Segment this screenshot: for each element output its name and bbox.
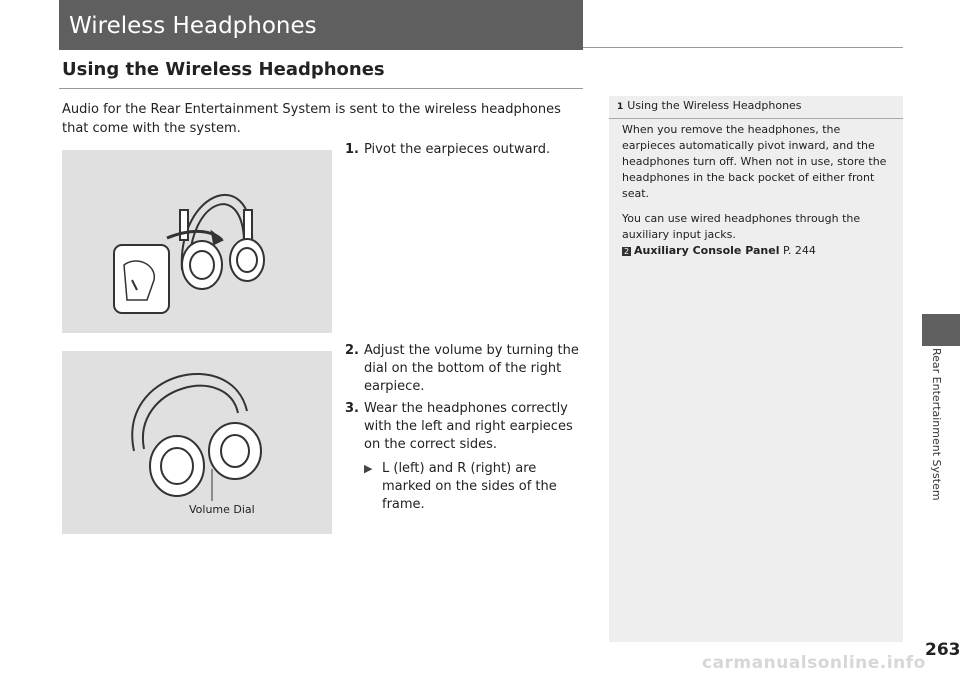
cross-reference-icon: 2 [623, 246, 630, 256]
cross-reference-link[interactable] [622, 243, 894, 259]
chapter-side-label: Rear Entertainment System [930, 348, 943, 501]
figure-volume-dial [62, 351, 332, 534]
intro-text: Audio for the Rear Entertainment System is sent to the wireless headphones that come with the system. [62, 102, 561, 136]
xref-title: Auxiliary Console Panel [634, 244, 780, 257]
sidebar-divider [609, 118, 903, 119]
step-text: Pivot the earpieces outward. [364, 142, 551, 157]
chapter-title-bar [59, 0, 583, 50]
volume-dial-label: Volume Dial [189, 503, 255, 516]
chapter-tab-marker [922, 314, 960, 346]
page-number: 263 [925, 640, 960, 660]
figure-pivot-earpieces [62, 150, 332, 333]
sidebar-header [617, 99, 802, 112]
chapter-title: Wireless Headphones [69, 13, 317, 39]
step-number: 3. [345, 401, 359, 416]
sidebar-notes [609, 96, 903, 642]
right-arrow-icon: ▶ [364, 462, 373, 475]
sidebar-body [622, 122, 894, 259]
step-number: 1. [345, 142, 359, 157]
section-divider [59, 88, 583, 89]
xref-page: P. 244 [782, 244, 816, 257]
sidebar-paragraph: When you remove the headphones, the earpieces automatically pivot inward, and the headphones turn off. When not in use, store the headphones in the back pocket of either front seat. [622, 123, 887, 200]
section-title: Using the Wireless Headphones [62, 59, 385, 80]
note-text: L (left) and R (right) are marked on the sides of the frame. [382, 461, 557, 512]
title-divider [583, 47, 903, 48]
watermark: carmanualsonline.info [702, 653, 926, 673]
sidebar-paragraph: You can use wired headphones through the auxiliary input jacks. [622, 212, 861, 241]
headphones-pivot-illustration [62, 150, 332, 333]
sidebar-marker: 1 [617, 102, 624, 112]
step-text: Adjust the volume by turning the dial on the bottom of the right earpiece. [364, 343, 579, 394]
step-text: Wear the headphones correctly with the left and right earpieces on the correct sides. [364, 401, 573, 452]
step-number: 2. [345, 343, 359, 358]
sidebar-title: Using the Wireless Headphones [627, 99, 802, 112]
